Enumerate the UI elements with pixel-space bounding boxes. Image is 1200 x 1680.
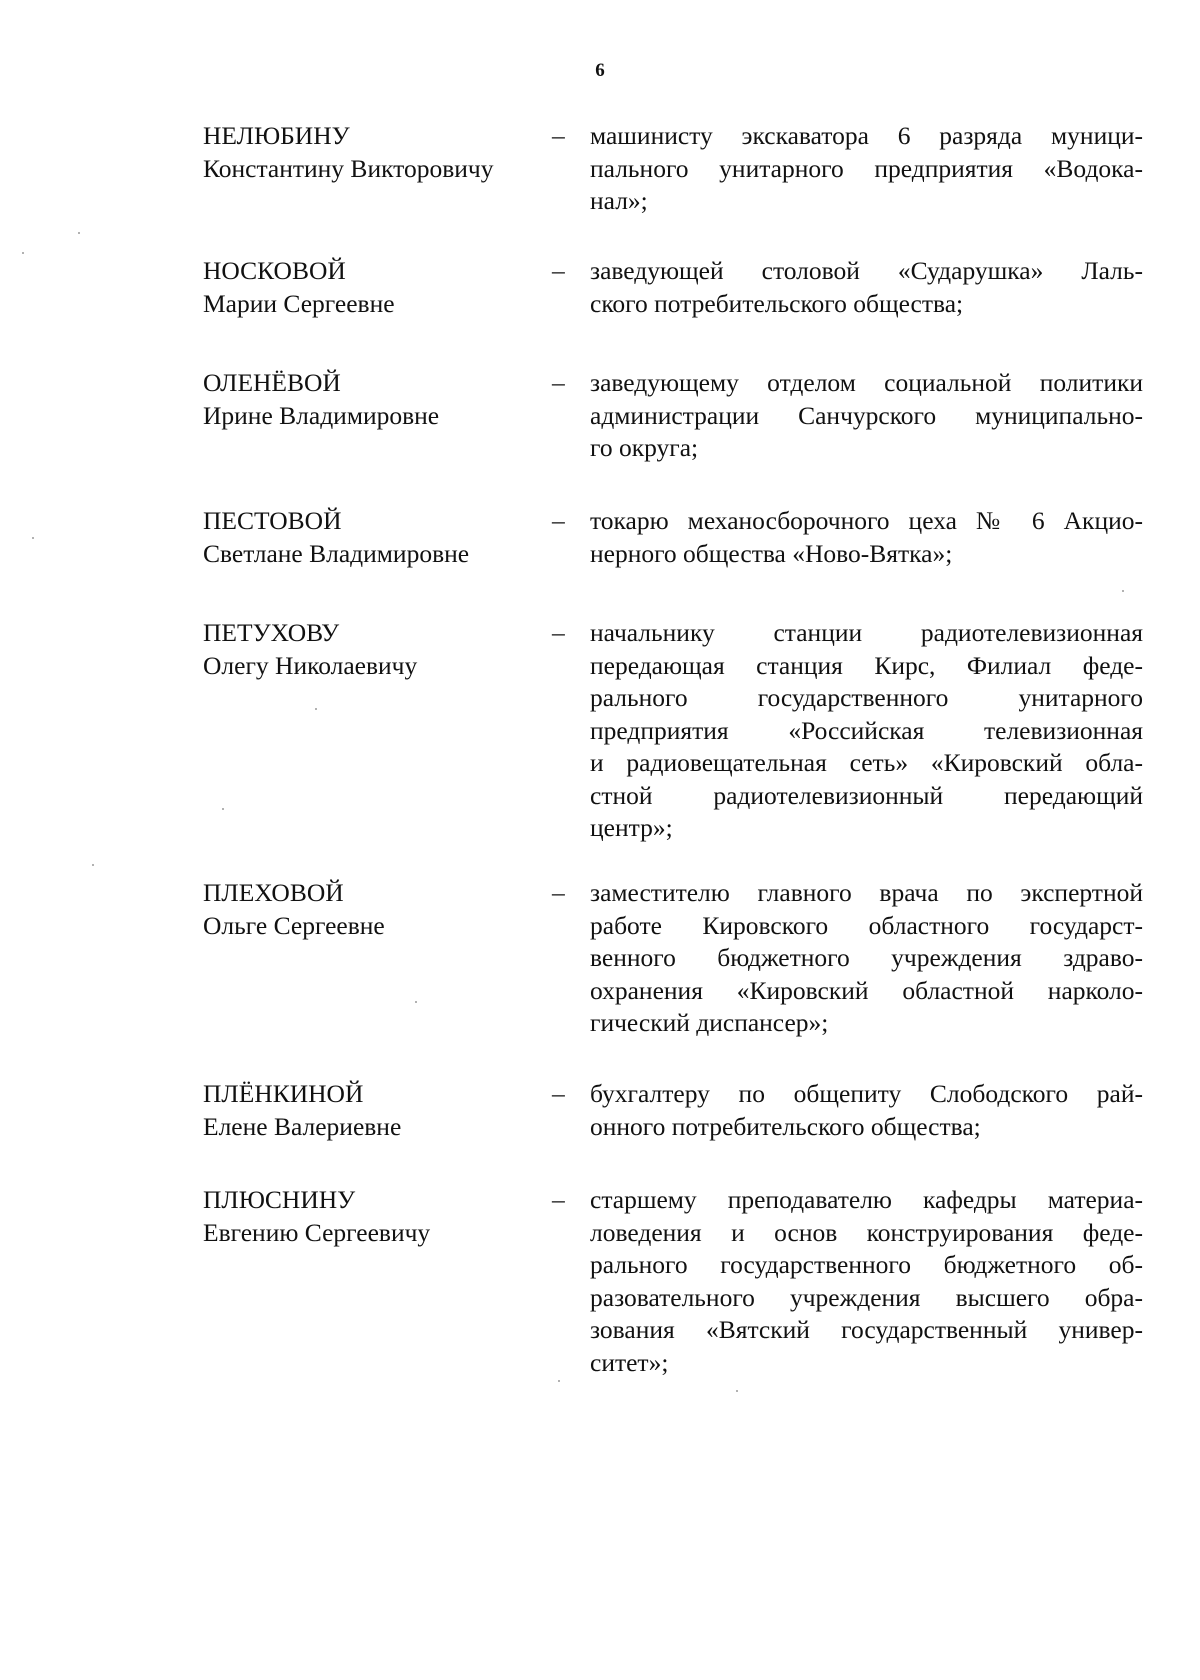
recipient-surname: ПЛЁНКИНОЙ <box>203 1079 364 1108</box>
position-line: предприятия «Российская телевизионная <box>590 715 1143 745</box>
recipient-position <box>590 120 1143 218</box>
recipient-surname: ПЛЮСНИНУ <box>203 1185 356 1214</box>
page-number: 6 <box>595 60 605 81</box>
recipient-position <box>590 1184 1143 1379</box>
position-line: разовательного учреждения высшего обра- <box>590 1282 1143 1312</box>
position-line: токарю механосборочного цеха № 6 Акцио- <box>590 506 1143 535</box>
position-line: заведующей столовой «Сударушка» Лаль- <box>590 256 1143 285</box>
recipient-name <box>203 367 543 432</box>
entry-dash: – <box>552 121 565 150</box>
recipient-position <box>590 505 1143 570</box>
scan-speck <box>558 1380 560 1382</box>
recipient-name <box>203 255 543 320</box>
position-line: бухгалтеру по общепиту Слободского рай- <box>590 1079 1143 1108</box>
scan-speck <box>736 1390 738 1392</box>
entry-dash: – <box>552 1079 565 1108</box>
position-line: работе Кировского областного государст- <box>590 910 1143 940</box>
recipient-given-names: Елене Валериевне <box>203 1111 402 1141</box>
recipient-position <box>590 1078 1143 1143</box>
entry-dash: – <box>552 878 565 907</box>
recipient-given-names: Константину Викторовичу <box>203 153 494 183</box>
recipient-name <box>203 1184 543 1249</box>
position-line: ситет»; <box>590 1347 669 1377</box>
position-line: охранения «Кировский областной нарколо- <box>590 975 1143 1005</box>
recipient-given-names: Евгению Сергеевичу <box>203 1217 431 1247</box>
recipient-position <box>590 255 1143 320</box>
scan-speck <box>78 232 80 234</box>
recipient-position <box>590 877 1143 1040</box>
entry-dash: – <box>552 256 565 285</box>
position-line: заведующему отделом социальной политики <box>590 368 1143 397</box>
scan-speck <box>22 252 24 254</box>
position-line: венного бюджетного учреждения здраво- <box>590 943 1143 972</box>
position-line: центр»; <box>590 813 673 842</box>
position-line: зования «Вятский государственный универ- <box>590 1315 1143 1344</box>
scan-speck <box>222 808 224 810</box>
position-line: онного потребительского общества; <box>590 1111 981 1141</box>
scan-speck <box>315 708 317 710</box>
recipient-name <box>203 1078 543 1143</box>
recipient-surname: НОСКОВОЙ <box>203 256 346 285</box>
position-line: машинисту экскаватора 6 разряда муници- <box>590 121 1143 150</box>
recipient-given-names: Олегу Николаевичу <box>203 650 418 680</box>
position-line: передающая станция Кирс, Филиал феде- <box>590 650 1143 680</box>
position-line: го округа; <box>590 433 699 462</box>
position-line: рального государственного бюджетного об- <box>590 1250 1143 1279</box>
recipient-surname: ПЛЕХОВОЙ <box>203 878 344 907</box>
entry-dash: – <box>552 506 565 535</box>
recipient-position <box>590 367 1143 465</box>
position-line: ского потребительского общества; <box>590 288 964 318</box>
recipient-name <box>203 617 543 682</box>
position-line: и радиовещательная сеть» «Кировский обла- <box>590 748 1143 777</box>
position-line: начальнику станции радиотелевизионная <box>590 618 1143 647</box>
recipient-surname: ПЕСТОВОЙ <box>203 506 342 535</box>
entry-dash: – <box>552 1185 565 1214</box>
position-line: старшему преподавателю кафедры материа- <box>590 1185 1143 1214</box>
scan-speck <box>415 1001 417 1003</box>
position-line: ловедения и основ конструирования феде- <box>590 1217 1143 1247</box>
position-line: стной радиотелевизионный передающий <box>590 780 1143 810</box>
scan-speck <box>1122 590 1124 592</box>
position-line: администрации Санчурского муниципально- <box>590 400 1143 430</box>
position-line: рального государственного унитарного <box>590 683 1143 712</box>
recipient-name <box>203 120 543 185</box>
recipient-given-names: Ирине Владимировне <box>203 400 440 430</box>
position-line: пального унитарного предприятия «Водока- <box>590 153 1143 183</box>
scan-speck <box>92 864 94 866</box>
recipient-surname: ОЛЕНЁВОЙ <box>203 368 341 397</box>
recipient-surname: НЕЛЮБИНУ <box>203 121 350 150</box>
entry-dash: – <box>552 618 565 647</box>
position-line: нерного общества «Ново-Вятка»; <box>590 538 953 568</box>
position-line: гический диспансер»; <box>590 1008 829 1037</box>
recipient-surname: ПЕТУХОВУ <box>203 618 340 647</box>
recipient-given-names: Ольге Сергеевне <box>203 910 385 940</box>
entry-dash: – <box>552 368 565 397</box>
position-line: нал»; <box>590 186 648 215</box>
recipient-name <box>203 505 543 570</box>
position-line: заместителю главного врача по экспертной <box>590 878 1143 907</box>
recipient-given-names: Светлане Владимировне <box>203 538 470 568</box>
recipient-position <box>590 617 1143 845</box>
recipient-name <box>203 877 543 942</box>
recipient-given-names: Марии Сергеевне <box>203 288 395 318</box>
scan-speck <box>32 537 34 539</box>
